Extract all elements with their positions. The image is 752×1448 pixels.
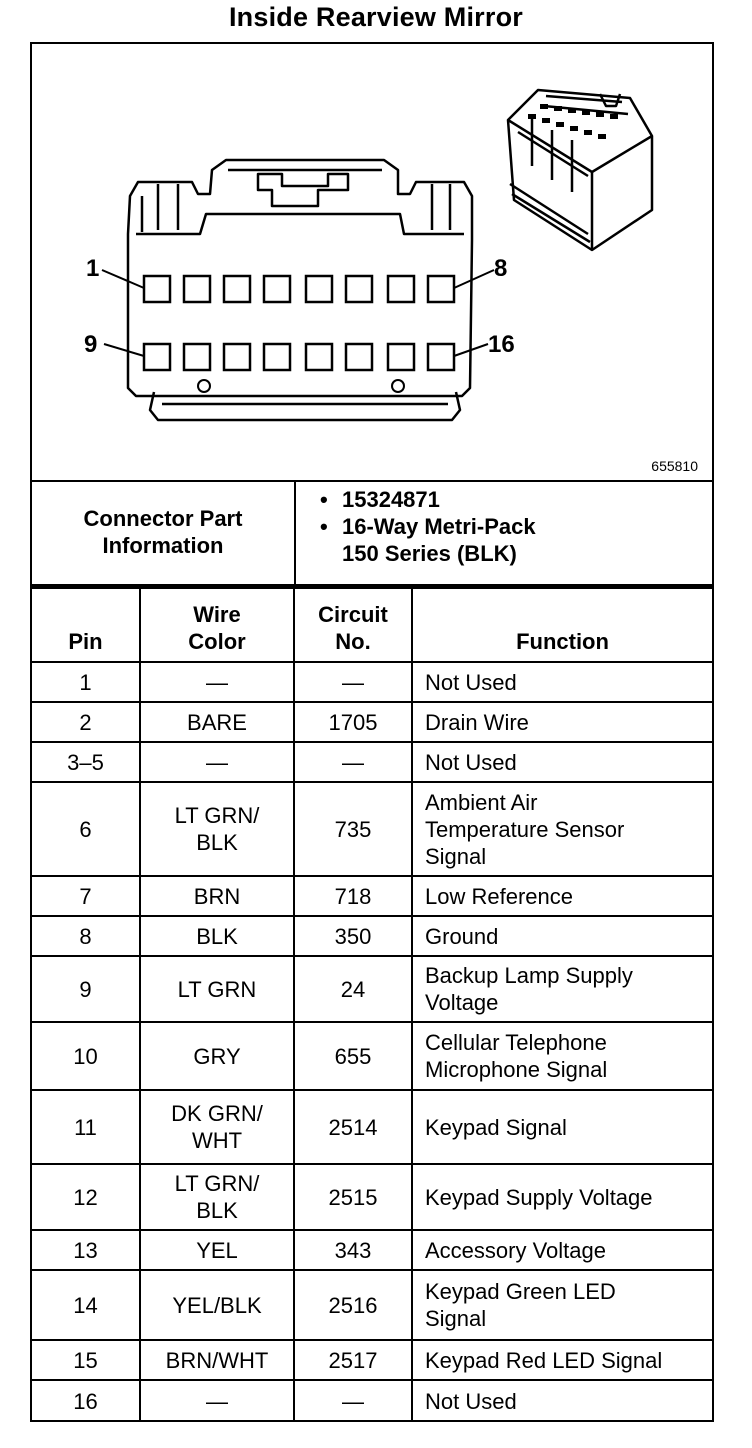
wire-color-cell — [140, 1230, 294, 1270]
pin-callout-1: 1 — [86, 255, 100, 282]
pinout-rows — [32, 662, 712, 1422]
function-cell — [412, 1090, 712, 1164]
wire-color-cell-text: BARE — [187, 709, 247, 735]
function-cell — [412, 1022, 712, 1090]
connector-type: • 16-Way Metri-Pack 150 Series (BLK) — [312, 513, 702, 567]
pin-cell-text: 13 — [73, 1237, 98, 1263]
pin-cell — [32, 1090, 140, 1164]
pin-cell-text: 16 — [73, 1389, 98, 1414]
wire-color-cell — [140, 1164, 294, 1230]
circuit-no-cell-text: 655 — [334, 1043, 372, 1069]
table-row — [32, 702, 712, 742]
table-row — [32, 1270, 712, 1340]
circuit-no-cell-text: 2515 — [328, 1184, 378, 1210]
pin-cell — [32, 662, 140, 702]
function-cell — [412, 876, 712, 916]
function-cell — [412, 916, 712, 956]
connector-diagram — [32, 44, 712, 482]
table-row — [32, 1230, 712, 1270]
function-cell-text: Keypad Green LED Signal — [425, 1279, 616, 1331]
function-cell-text: Not Used — [425, 749, 517, 775]
circuit-no-cell-text: 2517 — [328, 1347, 378, 1373]
wire-color-cell-text: BRN — [193, 883, 241, 909]
circuit-no-cell-text: 2514 — [328, 1114, 378, 1140]
circuit-no-cell — [294, 702, 412, 742]
function-cell-text: Keypad Red LED Signal — [425, 1347, 663, 1373]
connector-part-information — [32, 480, 712, 587]
part-number: • 15324871 — [312, 486, 702, 513]
table-row — [32, 662, 712, 702]
connector-document — [30, 42, 714, 1422]
function-cell — [412, 742, 712, 782]
wire-color-cell — [140, 782, 294, 876]
function-cell-text: Drain Wire — [425, 709, 529, 735]
function-cell-text: Backup Lamp Supply Voltage — [425, 963, 633, 1015]
pin-callout-16: 16 — [488, 331, 515, 358]
circuit-no-cell-text: — — [342, 1389, 364, 1414]
function-cell-text: Keypad Supply Voltage — [425, 1184, 653, 1210]
table-row — [32, 956, 712, 1022]
circuit-no-cell — [294, 1230, 412, 1270]
header-function: Function — [412, 588, 712, 662]
wire-color-cell-text: BRN/WHT — [165, 1347, 269, 1373]
circuit-no-cell — [294, 1270, 412, 1340]
circuit-no-cell-text: — — [342, 669, 364, 695]
circuit-no-cell — [294, 1022, 412, 1090]
function-cell-text: Keypad Signal — [425, 1114, 567, 1140]
pin-cell-text: 12 — [73, 1184, 98, 1210]
circuit-no-cell — [294, 742, 412, 782]
pin-cell — [32, 1270, 140, 1340]
wire-color-cell — [140, 1090, 294, 1164]
table-row — [32, 876, 712, 916]
pin-cell — [32, 1340, 140, 1380]
wire-color-cell-text: — — [206, 669, 228, 695]
pin-cell-text: 9 — [79, 976, 92, 1002]
page-title: Inside Rearview Mirror — [228, 2, 523, 32]
pin-cell — [32, 1022, 140, 1090]
function-cell — [412, 1270, 712, 1340]
function-cell — [412, 1164, 712, 1230]
circuit-no-cell-text: 24 — [340, 976, 366, 1002]
circuit-no-cell-text: 718 — [334, 883, 372, 909]
wire-color-cell — [140, 1380, 294, 1422]
circuit-no-cell — [294, 782, 412, 876]
header-wire-color: Wire Color — [140, 588, 294, 662]
pin-cell-text: 1 — [79, 669, 92, 695]
function-cell — [412, 782, 712, 876]
pin-callout-8: 8 — [494, 255, 508, 282]
function-cell-text: Low Reference — [425, 883, 573, 909]
wire-color-cell — [140, 1270, 294, 1340]
function-cell-text: Ground — [425, 923, 499, 949]
connector-face-drawing — [32, 44, 712, 480]
pin-cell — [32, 702, 140, 742]
pin-cell-text: 8 — [79, 923, 92, 949]
table-row — [32, 742, 712, 782]
wire-color-cell-text: — — [206, 1389, 228, 1414]
wire-color-cell-text: LT GRN — [177, 976, 257, 1002]
table-row — [32, 1340, 712, 1380]
wire-color-cell — [140, 702, 294, 742]
header-pin: Pin — [32, 588, 140, 662]
table-row — [32, 1022, 712, 1090]
wire-color-cell — [140, 916, 294, 956]
table-row — [32, 916, 712, 956]
pin-cell-text: 3–5 — [67, 749, 104, 775]
pin-cell — [32, 916, 140, 956]
wire-color-cell-text: DK GRN/ WHT — [171, 1101, 263, 1153]
wire-color-cell — [140, 1022, 294, 1090]
circuit-no-cell-text: 735 — [334, 816, 372, 842]
wire-color-cell — [140, 956, 294, 1022]
table-row — [32, 782, 712, 876]
wire-color-cell-text: LT GRN/ BLK — [174, 803, 260, 855]
pin-cell-text: 6 — [79, 816, 92, 842]
pin-cell-text: 14 — [73, 1292, 98, 1318]
function-cell — [412, 702, 712, 742]
table-row — [32, 1380, 712, 1422]
connector-part-list — [312, 486, 702, 567]
circuit-no-cell — [294, 876, 412, 916]
pin-cell — [32, 1230, 140, 1270]
pin-cell — [32, 1380, 140, 1422]
wire-color-cell — [140, 742, 294, 782]
circuit-no-cell — [294, 1090, 412, 1164]
function-cell-text: Not Used — [425, 1389, 517, 1414]
pin-callout-9: 9 — [84, 331, 98, 358]
wire-color-cell-text: GRY — [193, 1043, 241, 1069]
figure-id: 655810 — [651, 458, 698, 474]
circuit-no-cell-text: 1705 — [328, 709, 378, 735]
circuit-no-cell-text: 2516 — [328, 1292, 378, 1318]
table-header-row — [32, 588, 712, 662]
header-circuit-no: Circuit No. — [294, 588, 412, 662]
pin-cell — [32, 782, 140, 876]
pin-cell-text: 15 — [73, 1347, 98, 1373]
pin-cell-text: 11 — [74, 1114, 97, 1140]
function-cell — [412, 1230, 712, 1270]
pin-cell — [32, 742, 140, 782]
connector-part-information-label: Connector Part Information — [32, 480, 296, 584]
wire-color-cell-text: BLK — [196, 923, 238, 949]
wire-color-cell — [140, 662, 294, 702]
pinout-table — [32, 587, 712, 1422]
circuit-no-cell — [294, 1380, 412, 1422]
function-cell — [412, 662, 712, 702]
function-cell — [412, 956, 712, 1022]
pin-cell — [32, 876, 140, 916]
wire-color-cell-text: YEL/BLK — [172, 1292, 262, 1318]
function-cell-text: Cellular Telephone Microphone Signal — [425, 1030, 608, 1082]
function-cell-text: Accessory Voltage — [425, 1237, 606, 1263]
wire-color-cell-text: LT GRN/ BLK — [174, 1171, 260, 1223]
table-row — [32, 1164, 712, 1230]
circuit-no-cell — [294, 1340, 412, 1380]
circuit-no-cell — [294, 956, 412, 1022]
circuit-no-cell-text: 350 — [334, 923, 372, 949]
wire-color-cell-text: — — [206, 749, 228, 775]
function-cell-text: Ambient Air Temperature Sensor Signal — [425, 789, 625, 869]
circuit-no-cell — [294, 916, 412, 956]
wire-color-cell-text: YEL — [196, 1237, 238, 1263]
pin-cell — [32, 956, 140, 1022]
pin-cell-text: 7 — [79, 883, 92, 909]
function-cell — [412, 1380, 712, 1422]
circuit-no-cell — [294, 662, 412, 702]
wire-color-cell — [140, 1340, 294, 1380]
table-row — [32, 1090, 712, 1164]
circuit-no-cell — [294, 1164, 412, 1230]
function-cell — [412, 1340, 712, 1380]
pin-cell-text: 10 — [73, 1043, 98, 1069]
circuit-no-cell-text: 343 — [334, 1237, 372, 1263]
pin-cell-text: 2 — [79, 709, 92, 735]
function-cell-text: Not Used — [425, 669, 517, 695]
pin-cavities — [144, 276, 454, 370]
wire-color-cell — [140, 876, 294, 916]
circuit-no-cell-text: — — [342, 749, 364, 775]
pin-cell — [32, 1164, 140, 1230]
